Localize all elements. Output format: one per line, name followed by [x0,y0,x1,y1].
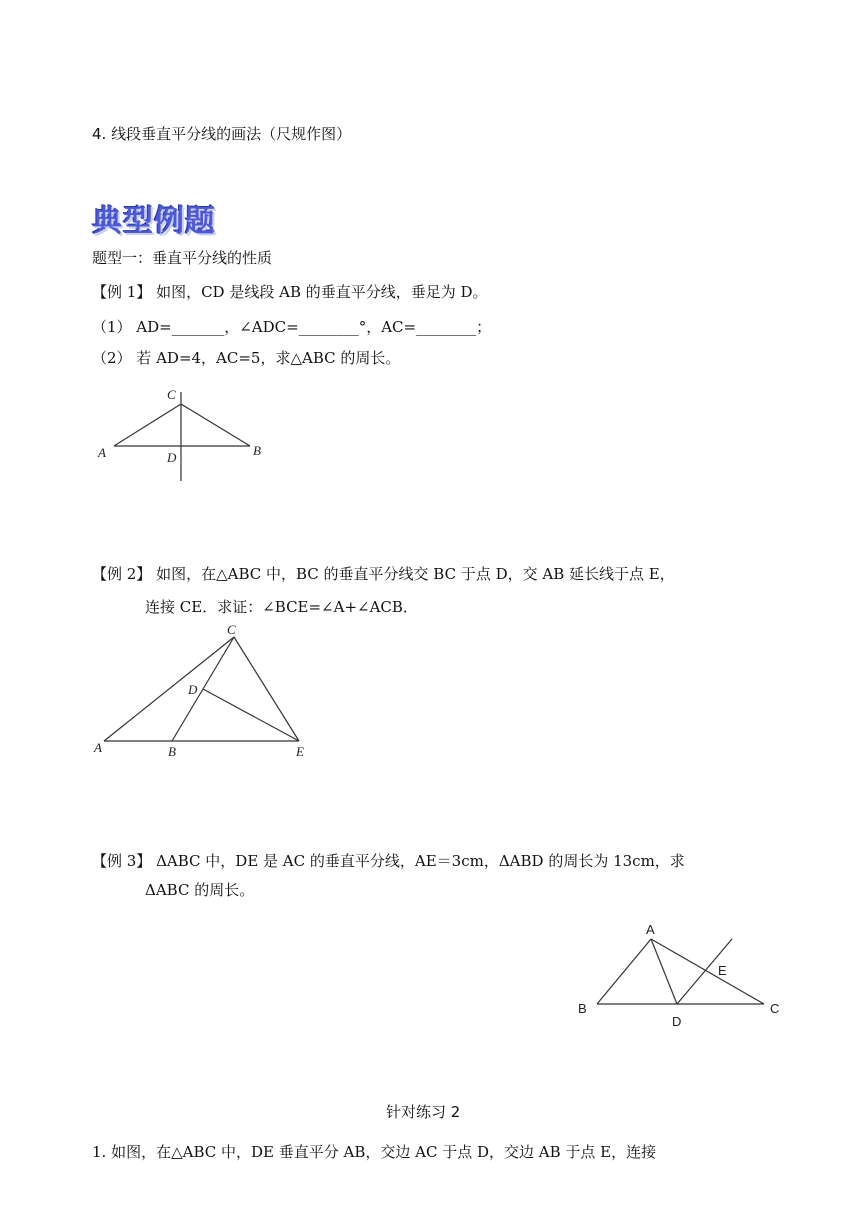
ex3-label-e: E [718,963,727,978]
ex2-label-a: A [94,740,102,755]
example-1-statement: 【例 1】 如图，CD 是线段 AB 的垂直平分线，垂足为 D。 [92,283,488,301]
ex1-label-b: B [253,443,261,458]
example-3-statement: 【例 3】 ΔABC 中，DE 是 AC 的垂直平分线，AE＝3cm，ΔABD 的周长为 13cm，求 [92,852,685,870]
typical-examples-banner: 典型例题 [92,204,216,239]
example-2-statement: 【例 2】 如图，在△ABC 中，BC 的垂直平分线交 BC 于点 D，交 AB 延长线于点 E， [92,565,675,583]
ex1-label-d: D [167,450,177,465]
section-heading: 4. 线段垂直平分线的画法（尺规作图） [92,125,352,143]
ex3-label-b: B [578,1001,587,1016]
example-1-question-2: （2） 若 AD=4，AC=5，求△ABC 的周长。 [92,349,401,367]
example-1-question-1: （1） AD=_______，∠ADC=________°，AC=________； [92,318,492,336]
ex1-label-a: A [98,445,106,460]
ex3-label-c: C [770,1001,780,1016]
practice-title: 针对练习 2 [386,1103,461,1121]
practice-question-1: 1. 如图，在△ABC 中，DE 垂直平分 AB，交边 AC 于点 D，交边 AB 于点 E，连接 [92,1143,657,1161]
ex2-label-d: D [188,682,198,697]
ex3-label-a: A [646,922,655,937]
ex2-label-e: E [296,744,304,759]
ex1-label-c: C [167,387,176,402]
ex2-label-c: C [227,622,236,637]
example-3-statement-cont: ΔABC 的周长。 [145,881,255,899]
example-2-statement-cont: 连接 CE．求证：∠BCE=∠A+∠ACB． [145,598,418,616]
type-one-title: 题型一：垂直平分线的性质 [92,249,273,267]
ex3-label-d: D [672,1014,682,1029]
ex2-label-b: B [168,744,176,759]
